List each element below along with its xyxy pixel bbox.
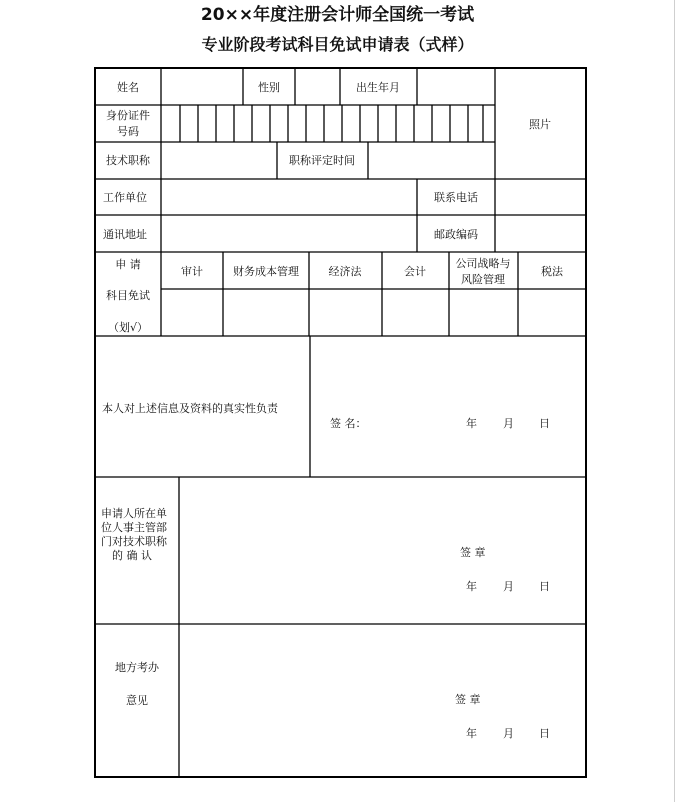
office-date-month: 月 [503, 727, 514, 740]
signature-label: 签 名： [330, 417, 367, 430]
date-month: 月 [503, 417, 514, 430]
hr-label-line2: 位人事主管部 [101, 521, 167, 534]
subject-strategy-line2: 风险管理 [461, 273, 505, 286]
id-label-line2: 号码 [117, 125, 139, 138]
declaration-text: 本人对上述信息及资料的真实性负责 [102, 402, 278, 415]
subject-tax-law: 税法 [541, 265, 563, 278]
id-label-line1: 身份证件 [106, 109, 150, 122]
office-label-line1: 地方考办 [115, 661, 159, 674]
subject-financial-cost-management: 财务成本管理 [233, 265, 299, 278]
office-seal-label: 签 章 [455, 693, 481, 706]
subject-accounting: 会计 [404, 265, 426, 278]
hr-date-day: 日 [539, 580, 550, 593]
apply-label-line2: 科目免试 [106, 289, 150, 302]
hr-label-line4: 的 确 认 [112, 549, 152, 562]
office-date-year: 年 [466, 727, 477, 740]
address-label: 通讯地址 [103, 228, 147, 241]
apply-label-line1: 申 请 [115, 258, 141, 271]
date-day: 日 [539, 417, 550, 430]
title-eval-time-label: 职称评定时间 [289, 154, 355, 167]
id-number-boxes [180, 105, 483, 142]
birth-label: 出生年月 [356, 81, 400, 94]
office-label-line2: 意见 [126, 694, 148, 707]
hr-label-line1: 申请人所在单 [101, 507, 167, 520]
subject-strategy-line1: 公司战略与 [455, 257, 511, 270]
work-unit-label: 工作单位 [103, 191, 147, 204]
apply-label-line3: （划√） [107, 321, 149, 334]
name-label: 姓名 [117, 81, 139, 94]
tech-title-label: 技术职称 [106, 154, 150, 167]
phone-label: 联系电话 [434, 191, 478, 204]
hr-label-line3: 门对技术职称 [101, 535, 167, 548]
office-date-day: 日 [539, 727, 550, 740]
form-title: 20××年度注册会计师全国统一考试 [200, 5, 475, 25]
hr-date-month: 月 [503, 580, 514, 593]
subject-economic-law: 经济法 [328, 265, 362, 278]
hr-date-year: 年 [466, 580, 477, 593]
subject-audit: 审计 [181, 265, 203, 278]
gender-label: 性别 [258, 81, 280, 94]
date-year: 年 [466, 417, 477, 430]
form-subtitle: 专业阶段考试科目免试申请表（式样） [201, 35, 474, 54]
photo-label: 照片 [529, 118, 551, 131]
hr-seal-label: 签 章 [460, 546, 486, 559]
postcode-label: 邮政编码 [434, 228, 478, 241]
